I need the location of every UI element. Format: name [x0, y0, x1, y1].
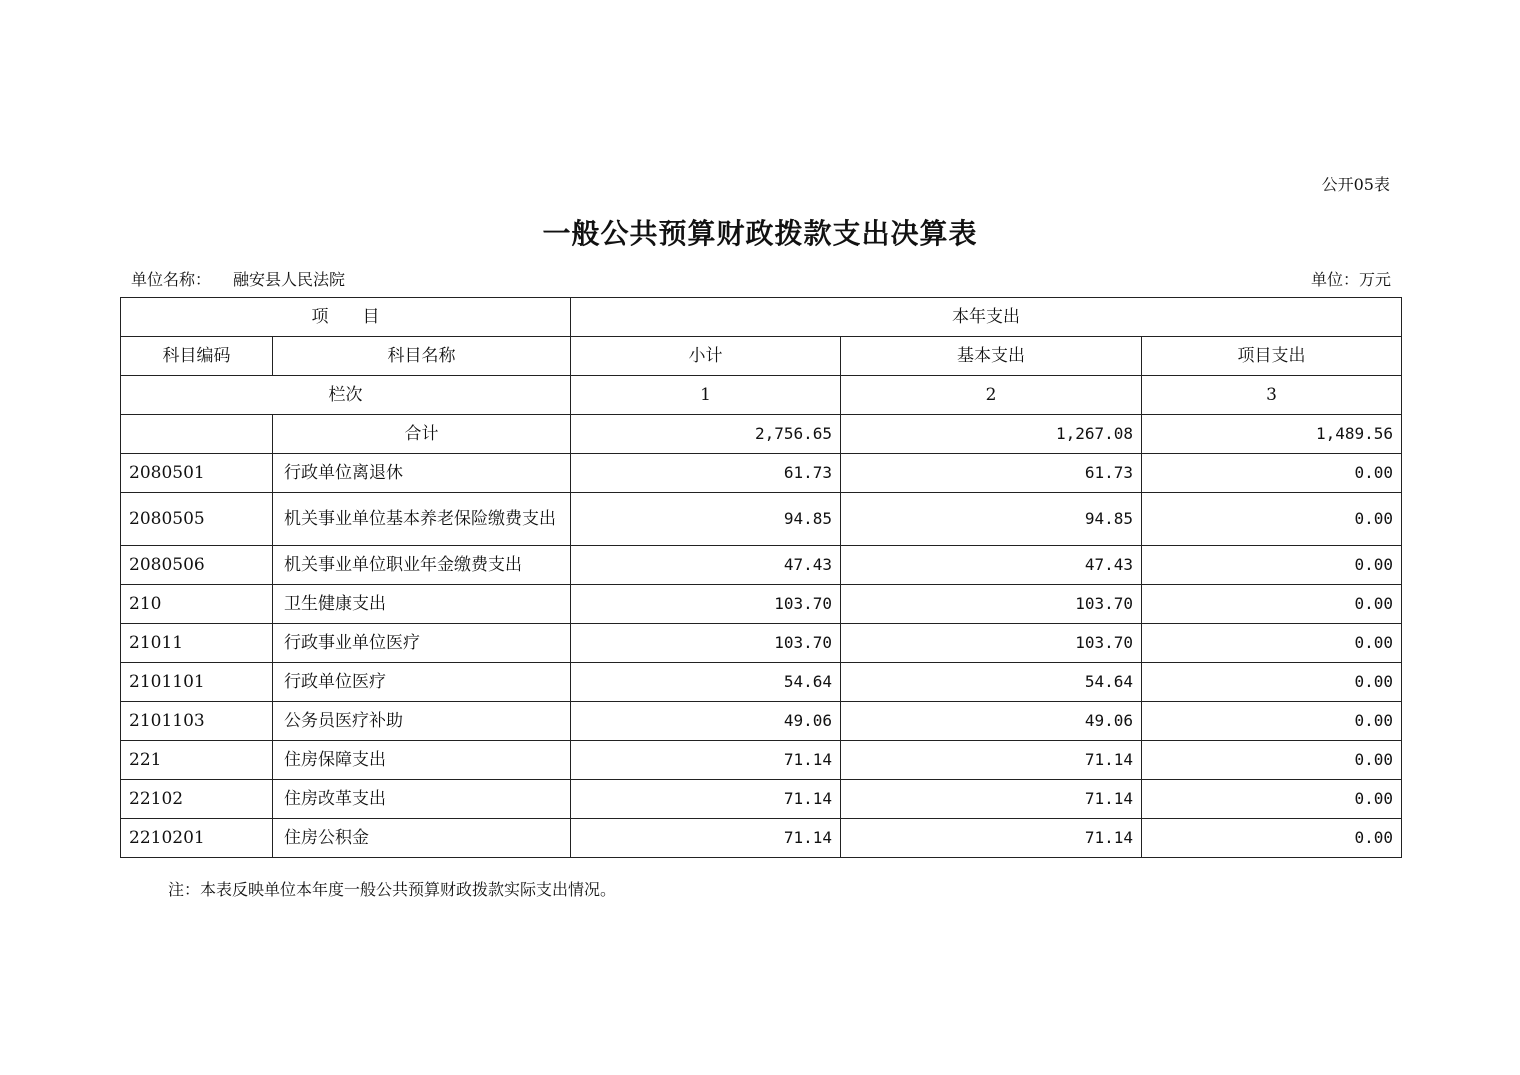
table-row [121, 741, 1402, 780]
cell-project: 0.00 [1142, 493, 1402, 546]
table-row [121, 780, 1402, 819]
total-project: 1,489.56 [1142, 415, 1402, 454]
cell-basic: 71.14 [841, 780, 1142, 819]
column-number-3: 3 [1142, 376, 1402, 415]
header-current-year: 本年支出 [571, 298, 1402, 337]
table-row [121, 585, 1402, 624]
unit-name-value: 融安县人民法院 [233, 270, 346, 289]
total-code-cell [121, 415, 273, 454]
cell-name: 行政单位医疗 [273, 663, 571, 702]
cell-code: 2080501 [121, 454, 273, 493]
table-row [121, 454, 1402, 493]
cell-subtotal: 71.14 [571, 741, 841, 780]
cell-basic: 71.14 [841, 741, 1142, 780]
total-basic: 1,267.08 [841, 415, 1142, 454]
cell-code: 210 [121, 585, 273, 624]
table-row [121, 819, 1402, 858]
cell-project: 0.00 [1142, 741, 1402, 780]
expenditure-table [120, 297, 1402, 858]
cell-code: 221 [121, 741, 273, 780]
total-subtotal: 2,756.65 [571, 415, 841, 454]
cell-code: 22102 [121, 780, 273, 819]
cell-subtotal: 47.43 [571, 546, 841, 585]
cell-basic: 71.14 [841, 819, 1142, 858]
cell-name: 住房改革支出 [273, 780, 571, 819]
column-number-1: 1 [571, 376, 841, 415]
cell-name: 卫生健康支出 [273, 585, 571, 624]
unit-name-label: 单位名称： [131, 270, 212, 289]
header-name: 科目名称 [273, 337, 571, 376]
table-row [121, 624, 1402, 663]
cell-basic: 54.64 [841, 663, 1142, 702]
form-number: 公开05表 [1321, 175, 1390, 194]
cell-basic: 49.06 [841, 702, 1142, 741]
cell-code: 2080505 [121, 493, 273, 546]
cell-code: 21011 [121, 624, 273, 663]
cell-subtotal: 94.85 [571, 493, 841, 546]
cell-project: 0.00 [1142, 819, 1402, 858]
column-number-2: 2 [841, 376, 1142, 415]
cell-name: 行政事业单位医疗 [273, 624, 571, 663]
header-row-2 [121, 337, 1402, 376]
header-basic: 基本支出 [841, 337, 1142, 376]
cell-name: 机关事业单位职业年金缴费支出 [273, 546, 571, 585]
column-number-row [121, 376, 1402, 415]
table-row [121, 663, 1402, 702]
cell-basic: 103.70 [841, 624, 1142, 663]
column-number-label: 栏次 [121, 376, 571, 415]
cell-subtotal: 103.70 [571, 624, 841, 663]
currency-unit: 单位：万元 [1310, 270, 1391, 289]
cell-code: 2101103 [121, 702, 273, 741]
footnote: 注：本表反映单位本年度一般公共预算财政拨款实际支出情况。 [168, 880, 617, 899]
cell-code: 2101101 [121, 663, 273, 702]
unit-info-line [131, 267, 1391, 289]
cell-subtotal: 49.06 [571, 702, 841, 741]
cell-project: 0.00 [1142, 663, 1402, 702]
page-title: 一般公共预算财政拨款支出决算表 [542, 217, 978, 250]
cell-subtotal: 61.73 [571, 454, 841, 493]
table-row [121, 493, 1402, 546]
header-code: 科目编码 [121, 337, 273, 376]
cell-subtotal: 54.64 [571, 663, 841, 702]
cell-basic: 94.85 [841, 493, 1142, 546]
table-row [121, 546, 1402, 585]
cell-subtotal: 71.14 [571, 780, 841, 819]
cell-basic: 103.70 [841, 585, 1142, 624]
cell-code: 2080506 [121, 546, 273, 585]
cell-name: 住房公积金 [273, 819, 571, 858]
cell-project: 0.00 [1142, 585, 1402, 624]
cell-project: 0.00 [1142, 546, 1402, 585]
header-item: 项 目 [121, 298, 571, 337]
cell-name: 行政单位离退休 [273, 454, 571, 493]
cell-basic: 47.43 [841, 546, 1142, 585]
total-label: 合计 [273, 415, 571, 454]
cell-subtotal: 71.14 [571, 819, 841, 858]
cell-project: 0.00 [1142, 454, 1402, 493]
cell-project: 0.00 [1142, 780, 1402, 819]
cell-basic: 61.73 [841, 454, 1142, 493]
cell-project: 0.00 [1142, 624, 1402, 663]
cell-code: 2210201 [121, 819, 273, 858]
unit-name-block [131, 267, 345, 290]
cell-name: 机关事业单位基本养老保险缴费支出 [273, 493, 571, 546]
total-row [121, 415, 1402, 454]
header-project: 项目支出 [1142, 337, 1402, 376]
header-row-1 [121, 298, 1402, 337]
header-subtotal: 小计 [571, 337, 841, 376]
cell-project: 0.00 [1142, 702, 1402, 741]
table-row [121, 702, 1402, 741]
cell-name: 公务员医疗补助 [273, 702, 571, 741]
cell-name: 住房保障支出 [273, 741, 571, 780]
cell-subtotal: 103.70 [571, 585, 841, 624]
